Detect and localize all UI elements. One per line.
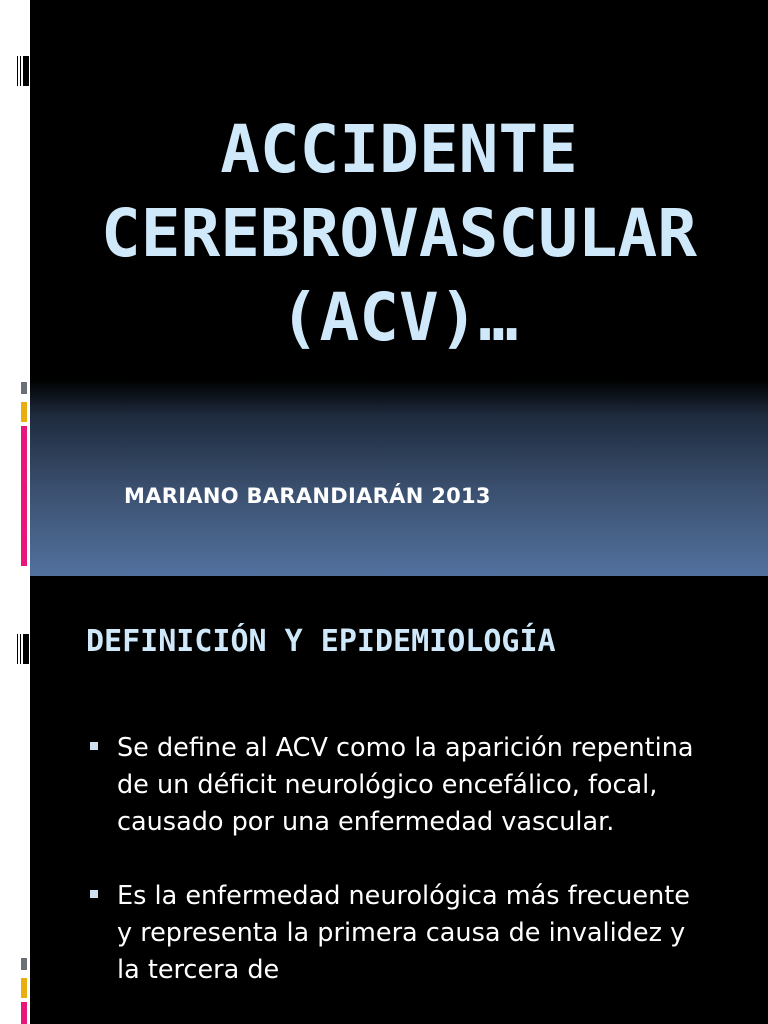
slide-bars-icon — [17, 56, 29, 86]
content-slide — [0, 576, 768, 1024]
title-slide-content — [30, 0, 768, 576]
accent-magenta-mark — [21, 1002, 27, 1024]
slide-title — [30, 108, 768, 360]
accent-magenta-mark — [21, 426, 27, 566]
slide-gutter — [0, 0, 30, 576]
accent-gray-mark — [21, 382, 27, 394]
bullet-list — [90, 730, 700, 1024]
gradient-band — [30, 380, 768, 576]
slide-title-line-1: ACCIDENTE — [220, 111, 578, 188]
accent-gold-mark — [21, 402, 27, 422]
content-slide-body — [30, 576, 768, 1024]
slide-title-line-2: CEREBROVASCULAR — [100, 195, 698, 272]
bullet-square-icon — [90, 742, 98, 750]
slide-heading: DEFINICIÓN Y EPIDEMIOLOGÍA — [86, 624, 556, 659]
bullet-item — [90, 878, 700, 989]
accent-gray-mark — [21, 958, 27, 970]
slide-subtitle: MARIANO BARANDIARÁN 2013 — [124, 484, 491, 508]
bullet-square-icon — [90, 890, 98, 898]
bullet-text: Es la enfermedad neurológica más frecuente y representa la primera causa de invalidez y la tercera de — [117, 881, 690, 985]
bullet-text: Se define al ACV como la aparición repentina de un déficit neurológico encefálico, focal, causado por una enfermedad vascular. — [117, 733, 694, 837]
bullet-item — [90, 730, 700, 841]
slide-gutter — [0, 576, 30, 1024]
slide-bars-icon — [17, 634, 29, 664]
accent-gold-mark — [21, 978, 27, 998]
slide-title-line-3: (ACV)… — [279, 279, 519, 356]
